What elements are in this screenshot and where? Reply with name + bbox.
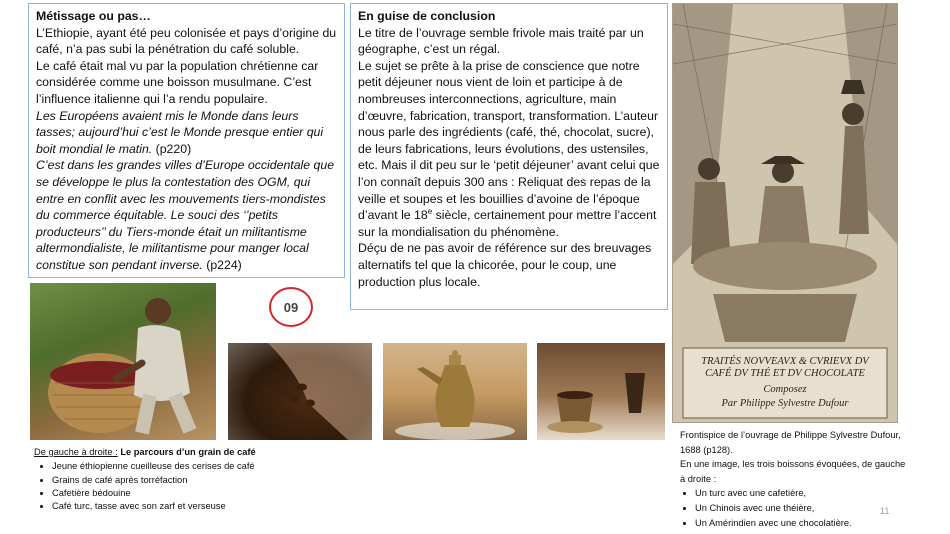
legend-text: Frontispice de l’ouvrage de Philippe Sylvestre Dufour, 1688 (p128). xyxy=(680,430,901,455)
slide-number: 11 xyxy=(880,506,890,516)
list-item: • Café turc, tasse avec son zarf et verseuse xyxy=(52,500,364,513)
engraving-title-line: CAFÉ DV THÉ ET DV CHOCOLATE xyxy=(705,368,865,379)
legend-text: En une image, les trois boissons évoquées, de gauche à droite : xyxy=(680,459,906,484)
roasted-beans-illustration xyxy=(228,343,372,440)
paragraph-text: Le sujet se prête à la prise de conscience que notre petit déjeuner nous vient de loin et participe à de nombreuses interconnections, agriculture, main d’œuvre, fabrication, transport, transformation. L’auteur nous parle des ingrédients (café, thé, chocolat, sucre), de leurs fabrications, leurs évolutions, des ustensiles, etc. Mais il dit peu sur le ‘petit déjeuner’ avant celui que l’on connaît depuis 300 ans : Reliquat des repas de la veille et soupes et les bouillies d’avoine de l’époque d’avant le 18 xyxy=(358,58,660,223)
numbered-marker: 09 xyxy=(269,287,313,327)
list-item: • Un turc avec une cafetière, xyxy=(695,486,908,501)
photo-bedouin-coffee-pot xyxy=(383,343,527,440)
photo-turkish-coffee xyxy=(537,343,665,440)
dallah-illustration xyxy=(383,343,527,440)
photo-coffee-picker xyxy=(30,283,216,440)
legend-list xyxy=(34,460,364,513)
engraving-author-line: Par Philippe Sylvestre Dufour xyxy=(721,398,849,409)
paragraph: L’Ethiopie, ayant été peu colonisée et pays d’origine du café, n’a pas subi la pénétration du café soluble. xyxy=(36,25,337,57)
list-item: • Un Chinois avec une théière, xyxy=(695,501,908,516)
paragraph: Le café était mal vu par la population chrétienne car considérée comme une boisson musulmane. C’est l’influence italienne qui l’a rendu populaire. xyxy=(36,58,319,106)
photo-roasted-beans xyxy=(228,343,372,440)
page-ref: (p220) xyxy=(152,141,192,156)
coffee-picker-illustration xyxy=(30,283,216,440)
legend-heading xyxy=(34,446,364,459)
paragraph xyxy=(36,108,337,158)
paragraph xyxy=(36,157,337,273)
legend-heading-underlined: De gauche à droite : xyxy=(34,447,118,457)
page-ref: (p224) xyxy=(202,257,242,272)
paragraph: Le titre de l’ouvrage semble frivole mais traité par un géographe, c’est un régal. xyxy=(358,25,644,57)
turkish-coffee-illustration xyxy=(537,343,665,440)
quote-text: C’est dans les grandes villes d’Europe occidentale que se développe le plus la contestation des OGM, qui entre en conflit avec les mouvements tiers-mondistes du commerce équitable. Le souci des ‘’petits producteurs’’ du Tiers-monde était un militantisme altermondialiste, le militantisme pour manger local constitue son pendant inverse. xyxy=(36,158,335,272)
list-item: • Un Amérindien avec une chocolatière. xyxy=(695,516,908,531)
legend-heading-bold: Le parcours d’un grain de café xyxy=(117,447,256,457)
list-item: • Jeune éthiopienne cueilleuse des cerises de café xyxy=(52,460,364,473)
engraving-legend xyxy=(680,428,908,530)
list-item: • Grains de café après torréfaction xyxy=(52,474,364,487)
paragraph: Déçu de ne pas avoir de référence sur des breuvages alternatifs tel que la chicorée, pour le coup, une production plus locale. xyxy=(358,241,652,289)
photo-legend xyxy=(34,446,364,513)
engraving-title-line: TRAITÉS NOVVEAVX & CVRIEVX DV xyxy=(701,356,869,367)
quote-text: Les Européens avaient mis le Monde dans leurs tasses; aujourd’hui c’est le Monde presque entier qui boit mondial le matin. xyxy=(36,108,324,156)
text-box-conclusion xyxy=(350,3,668,310)
legend-list xyxy=(680,486,908,530)
superscript: e xyxy=(427,207,433,217)
engraving-title-line: Composez xyxy=(763,384,807,395)
text-box-metissage xyxy=(28,3,345,278)
box-title: En guise de conclusion xyxy=(358,9,496,23)
frontispiece-engraving xyxy=(672,3,898,423)
list-item: • Cafetière bédouine xyxy=(52,487,364,500)
paragraph-text: siècle, certainement pour mettre l’accent sur la mondialisation du phénomène. xyxy=(358,208,657,239)
paragraph xyxy=(358,58,660,241)
box-title: Métissage ou pas… xyxy=(36,9,151,23)
